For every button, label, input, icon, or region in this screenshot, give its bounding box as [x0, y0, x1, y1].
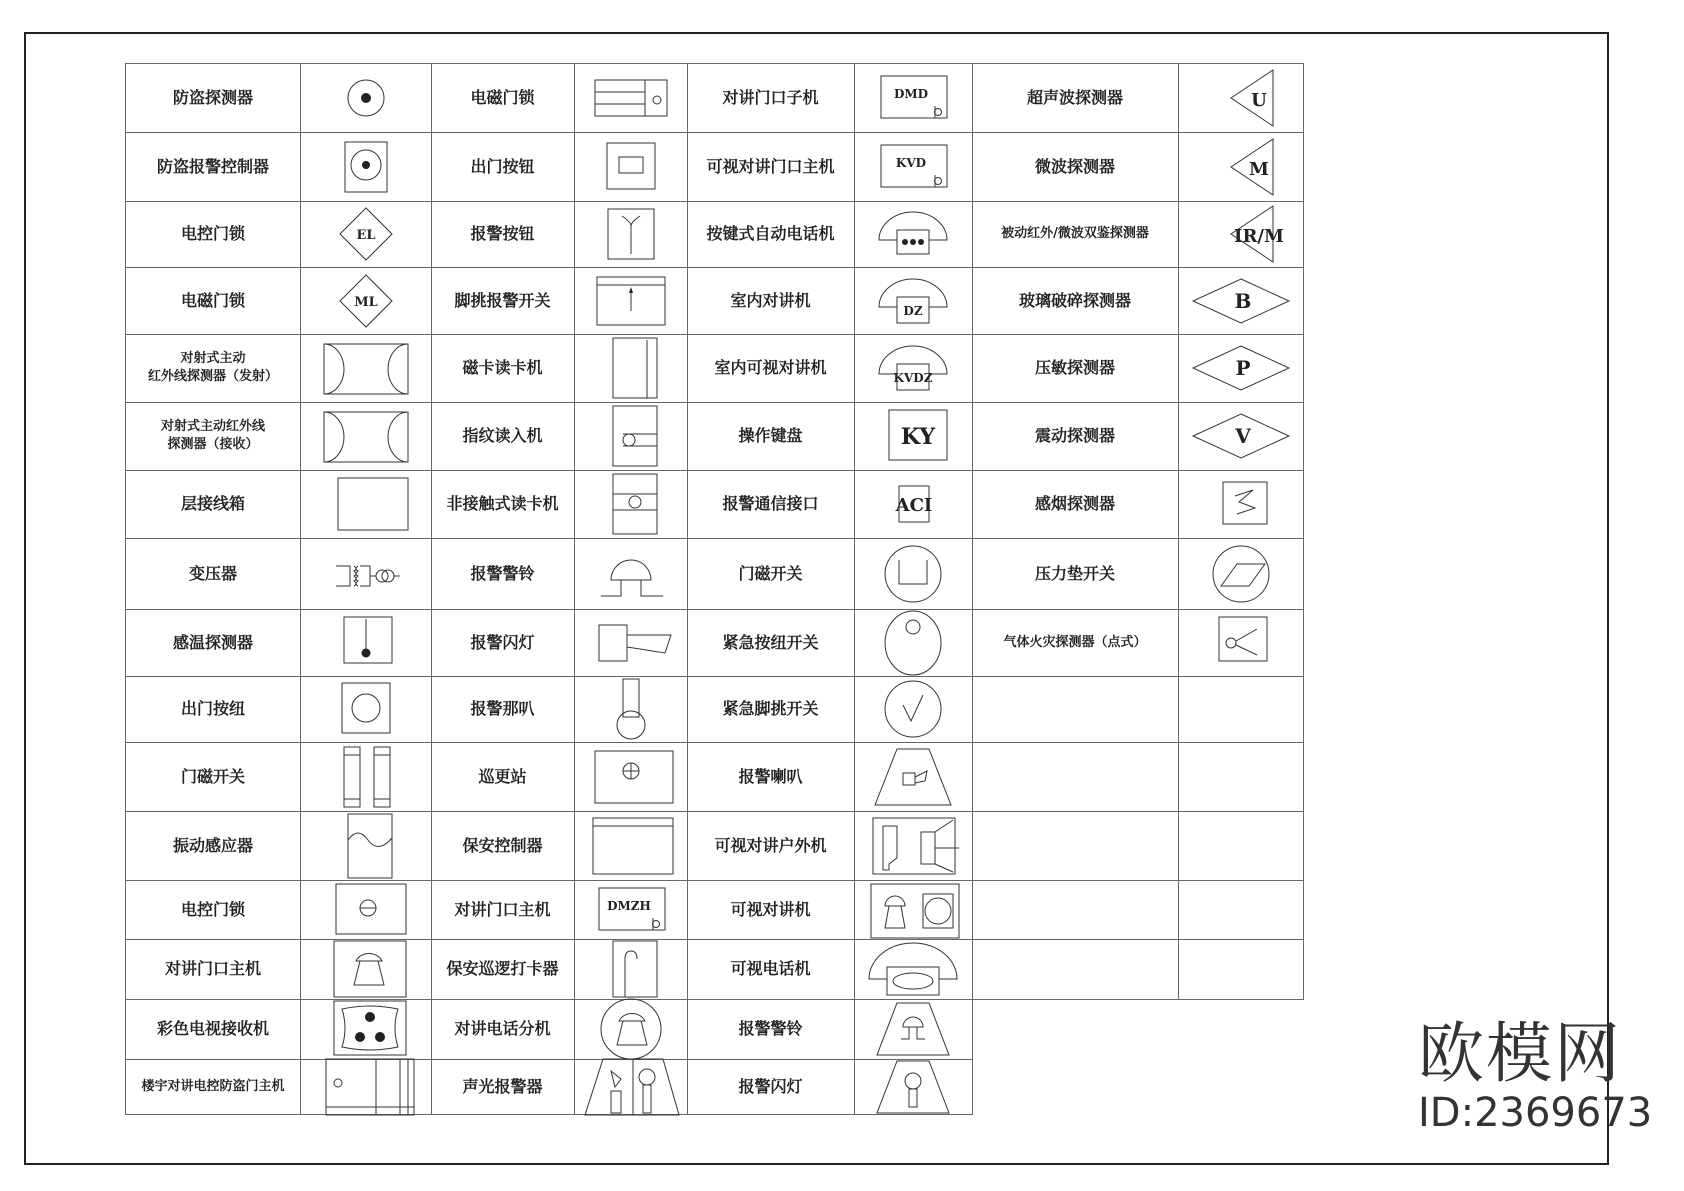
symbol-graphic-cell	[1178, 939, 1304, 1000]
two-bars-icon	[316, 747, 416, 807]
symbol-text: V	[1234, 424, 1251, 448]
bell-icon	[581, 544, 681, 604]
triangle-left-icon	[1191, 68, 1291, 128]
symbol-graphic-cell	[574, 402, 688, 471]
symbol-graphic-cell	[574, 811, 688, 881]
symbol-name-cell	[687, 201, 855, 268]
symbol-name-cell	[125, 742, 301, 812]
symbol-graphic-cell	[300, 201, 432, 268]
contactless-reader-icon	[581, 474, 681, 534]
square-circle-icon	[316, 679, 416, 739]
circle-small-circle-icon	[863, 613, 963, 673]
symbol-name-cell	[431, 811, 575, 881]
symbol-graphic-cell	[1178, 538, 1304, 610]
symbol-name: 保安巡逻打卡器	[446, 959, 559, 979]
symbol-name-cell	[972, 742, 1179, 812]
symbol-graphic-cell	[300, 880, 432, 940]
symbol-name-cell	[125, 334, 301, 403]
symbol-name-cell	[431, 880, 575, 940]
junction-box-icon	[316, 474, 416, 534]
symbol-text: DMD	[893, 87, 929, 101]
symbol-name: 对射式主动 红外线探测器（发射）	[147, 351, 278, 384]
symbol-name-cell	[431, 939, 575, 1000]
symbol-graphic-cell	[300, 999, 432, 1060]
symbol-graphic-cell	[1178, 742, 1304, 812]
symbol-graphic-cell	[574, 334, 688, 403]
symbol-graphic-cell	[300, 334, 432, 403]
symbol-name-cell	[687, 676, 855, 743]
symbol-name-cell	[687, 538, 855, 610]
diamond-icon	[316, 204, 416, 264]
trapezoid-bell-icon	[863, 999, 963, 1059]
symbol-name-cell	[431, 334, 575, 403]
symbol-name-cell	[687, 267, 855, 335]
symbol-graphic-cell	[574, 63, 688, 133]
symbol-graphic-cell	[1178, 334, 1304, 403]
symbol-graphic-cell	[854, 334, 973, 403]
symbol-name: 报警警铃	[738, 1019, 803, 1039]
symbol-name-cell	[972, 334, 1179, 403]
symbol-graphic-cell	[300, 742, 432, 812]
symbol-name: 电控门锁	[180, 224, 245, 244]
symbol-name: 出门按钮	[470, 156, 535, 176]
symbol-name: 可视电话机	[730, 959, 811, 979]
symbol-graphic-cell	[854, 267, 973, 335]
symbol-name-cell	[125, 267, 301, 335]
phone-circle-icon	[581, 999, 681, 1059]
symbol-name-cell	[431, 132, 575, 202]
symbol-name: 室内可视对讲机	[714, 358, 827, 378]
dome-dots-icon	[863, 204, 963, 264]
symbol-name: 报警闪灯	[738, 1076, 803, 1096]
symbol-name-cell	[687, 999, 855, 1060]
symbol-name: 保安控制器	[462, 835, 543, 855]
symbol-graphic-cell	[854, 609, 973, 677]
symbol-name-cell	[687, 811, 855, 881]
symbol-text: U	[1250, 90, 1267, 111]
symbol-name-cell	[687, 1059, 855, 1115]
symbol-name: 感烟探测器	[1034, 494, 1115, 514]
symbol-name: 压力垫开关	[1034, 563, 1115, 583]
symbol-name: 微波探测器	[1034, 156, 1115, 176]
symbol-graphic-cell	[854, 402, 973, 471]
symbol-name-cell	[972, 267, 1179, 335]
gas-detector-icon	[1191, 613, 1291, 673]
symbol-name-cell	[687, 880, 855, 940]
symbol-name: 紧急脚挑开关	[722, 699, 819, 719]
symbol-name-cell	[125, 132, 301, 202]
symbol-name: 气体火灾探测器（点式）	[1003, 634, 1147, 650]
symbol-name-cell	[431, 609, 575, 677]
symbol-name: 彩色电视接收机	[156, 1019, 269, 1039]
watermark-id: ID:2369673	[1418, 1090, 1653, 1136]
symbol-name-cell	[431, 402, 575, 471]
symbol-text: KVDZ	[893, 371, 933, 385]
symbol-name-cell	[972, 676, 1179, 743]
circle-u-icon	[863, 544, 963, 604]
symbol-graphic-cell	[300, 267, 432, 335]
symbol-name-cell	[972, 538, 1179, 610]
card-reader-icon	[581, 338, 681, 398]
symbol-name: 对讲门口主机	[164, 959, 261, 979]
symbol-graphic-cell	[300, 811, 432, 881]
symbol-graphic-cell	[300, 470, 432, 539]
symbol-graphic-cell	[1178, 470, 1304, 539]
symbol-name-cell	[687, 470, 855, 539]
symbol-name: 电控门锁	[180, 899, 245, 919]
symbol-name-cell	[125, 201, 301, 268]
symbol-name: 超声波探测器	[1026, 88, 1123, 108]
symbol-graphic-cell	[300, 402, 432, 471]
symbol-graphic-cell	[574, 742, 688, 812]
symbol-name-cell	[972, 132, 1179, 202]
symbol-graphic-cell	[574, 939, 688, 1000]
symbol-name: 楼宇对讲电控防盗门主机	[141, 1078, 285, 1094]
symbol-graphic-cell	[854, 538, 973, 610]
symbol-text: ML	[353, 294, 378, 310]
symbol-graphic-cell	[854, 132, 973, 202]
symbol-name-cell	[125, 63, 301, 133]
symbol-name-cell	[125, 880, 301, 940]
symbol-name: 层接线箱	[180, 494, 245, 514]
symbol-graphic-cell	[1178, 402, 1304, 471]
symbol-name: 对射式主动红外线 探测器（接收）	[160, 419, 265, 452]
symbol-name: 报警喇叭	[738, 766, 803, 786]
symbol-name: 门磁开关	[180, 766, 245, 786]
symbol-name-cell	[687, 63, 855, 133]
symbol-graphic-cell	[574, 880, 688, 940]
lock-panel-icon	[581, 68, 681, 128]
symbol-name: 可视对讲机	[730, 899, 811, 919]
symbol-name: 声光报警器	[462, 1076, 543, 1096]
video-phone-icon	[863, 939, 963, 999]
siren-icon	[581, 679, 681, 739]
symbol-graphic-cell	[1178, 811, 1304, 881]
symbol-text: P	[1234, 356, 1251, 380]
symbol-name-cell	[125, 470, 301, 539]
symbol-name-cell	[687, 402, 855, 471]
symbol-name: 电磁门锁	[470, 88, 535, 108]
symbol-name: 指纹读入机	[462, 426, 543, 446]
symbol-text: IR/M	[1233, 226, 1284, 247]
symbol-graphic-cell	[574, 538, 688, 610]
symbol-name-cell	[125, 402, 301, 471]
symbol-name: 玻璃破碎探测器	[1018, 290, 1131, 310]
symbol-name-cell	[431, 742, 575, 812]
symbol-graphic-cell	[1178, 132, 1304, 202]
symbol-name-cell	[972, 402, 1179, 471]
symbol-graphic-cell	[1178, 880, 1304, 940]
ir-beam-icon	[316, 338, 416, 398]
controller-box-icon	[581, 816, 681, 876]
trapezoid-speaker-icon	[863, 747, 963, 807]
symbol-name: 室内对讲机	[730, 290, 811, 310]
symbol-name: 对讲门口子机	[722, 88, 819, 108]
aci-box-icon	[863, 474, 963, 534]
square-circle-dot-icon	[316, 137, 416, 197]
fingerprint-reader-icon	[581, 406, 681, 466]
symbol-graphic-cell	[1178, 63, 1304, 133]
symbol-name: 感温探测器	[172, 632, 253, 652]
symbol-graphic-cell	[854, 1059, 973, 1115]
symbol-name: 被动红外/微波双鉴探测器	[1001, 226, 1149, 242]
symbol-name: 振动感应器	[172, 835, 253, 855]
symbol-graphic-cell	[574, 132, 688, 202]
phone-box-icon	[316, 939, 416, 999]
building-host-icon	[316, 1057, 416, 1117]
diamond-icon	[316, 271, 416, 331]
symbol-name: 对讲电话分机	[454, 1019, 551, 1039]
symbol-name-cell	[125, 939, 301, 1000]
symbol-name-cell	[431, 201, 575, 268]
symbol-text: KVD	[895, 155, 927, 170]
symbol-name-cell	[972, 880, 1179, 940]
symbol-graphic-cell	[1178, 201, 1304, 268]
symbol-graphic-cell	[574, 470, 688, 539]
circle-dot-icon	[316, 68, 416, 128]
symbol-name-cell	[125, 811, 301, 881]
symbol-graphic-cell	[1178, 267, 1304, 335]
crosshair-box-icon	[581, 747, 681, 807]
symbol-text: M	[1248, 158, 1269, 180]
sound-light-alarm-icon	[581, 1057, 681, 1117]
dome-box-icon	[863, 271, 963, 331]
watermark	[1418, 1015, 1653, 1136]
wide-diamond-icon	[1191, 406, 1291, 466]
symbol-graphic-cell	[300, 676, 432, 743]
symbol-graphic-cell	[854, 939, 973, 1000]
symbol-name: 防盗探测器	[172, 88, 253, 108]
symbol-name-cell	[972, 939, 1179, 1000]
symbol-name-cell	[125, 609, 301, 677]
tv-icon	[316, 999, 416, 1059]
dome-box-icon	[863, 338, 963, 398]
symbol-name-cell	[972, 63, 1179, 133]
symbol-graphic-cell	[854, 676, 973, 743]
symbol-name: 巡更站	[478, 766, 527, 786]
ir-beam-icon	[316, 406, 416, 466]
symbol-graphic-cell	[854, 201, 973, 268]
symbol-graphic-cell	[574, 267, 688, 335]
symbol-name: 非接触式读卡机	[446, 494, 559, 514]
triangle-left-icon	[1191, 204, 1291, 264]
heat-detector-icon	[316, 613, 416, 673]
circle-parallelogram-icon	[1191, 544, 1291, 604]
symbol-name: 震动探测器	[1034, 426, 1115, 446]
watermark-brand: 欧模网	[1418, 1015, 1622, 1092]
symbol-name: 按键式自动电话机	[706, 224, 835, 244]
symbol-name: 防盗报警控制器	[156, 156, 269, 176]
symbol-name: 操作键盘	[738, 426, 803, 446]
symbol-name-cell	[431, 676, 575, 743]
symbol-graphic-cell	[1178, 609, 1304, 677]
symbol-name-cell	[687, 132, 855, 202]
circle-minus-box-icon	[316, 880, 416, 940]
symbol-graphic-cell	[574, 676, 688, 743]
smoke-detector-icon	[1191, 474, 1291, 534]
symbol-name: 电磁门锁	[180, 290, 245, 310]
symbol-name: 变压器	[188, 563, 237, 583]
symbol-name-cell	[125, 538, 301, 610]
outdoor-unit-icon	[863, 816, 963, 876]
symbol-name-cell	[431, 1059, 575, 1115]
square-y-icon	[581, 204, 681, 264]
symbol-graphic-cell	[300, 132, 432, 202]
intercom-box-icon	[581, 880, 681, 940]
circle-check-icon	[863, 679, 963, 739]
trapezoid-lamp-icon	[863, 1057, 963, 1117]
symbol-graphic-cell	[854, 742, 973, 812]
symbol-text: DZ	[903, 303, 923, 318]
symbol-graphic-cell	[574, 999, 688, 1060]
symbol-name-cell	[431, 63, 575, 133]
symbol-name-cell	[972, 609, 1179, 677]
square-rect-icon	[581, 137, 681, 197]
symbol-name: 报警通信接口	[722, 494, 819, 514]
hook-box-icon	[581, 939, 681, 999]
wide-diamond-icon	[1191, 338, 1291, 398]
symbol-name-cell	[687, 742, 855, 812]
symbol-name-cell	[972, 470, 1179, 539]
symbol-name: 出门按纽	[180, 699, 245, 719]
symbol-text: B	[1234, 288, 1251, 313]
symbol-graphic-cell	[854, 999, 973, 1060]
symbol-name-cell	[972, 201, 1179, 268]
transformer-icon	[316, 544, 416, 604]
symbol-graphic-cell	[300, 538, 432, 610]
symbol-graphic-cell	[854, 811, 973, 881]
symbol-name-cell	[431, 470, 575, 539]
symbol-name-cell	[125, 999, 301, 1060]
symbol-name: 门磁开关	[738, 563, 803, 583]
symbol-text: ACI	[895, 495, 933, 516]
symbol-graphic-cell	[300, 63, 432, 133]
symbol-name: 对讲门口主机	[454, 899, 551, 919]
symbol-name: 报警按钮	[470, 224, 535, 244]
wide-diamond-icon	[1191, 271, 1291, 331]
foot-switch-icon	[581, 271, 681, 331]
symbol-graphic-cell	[574, 1059, 688, 1115]
symbol-name: 可视对讲门口主机	[706, 156, 835, 176]
symbol-text: KY	[900, 424, 936, 450]
symbol-name: 报警闪灯	[470, 632, 535, 652]
symbol-name-cell	[431, 267, 575, 335]
symbol-text: DMZH	[606, 898, 651, 913]
symbol-name-cell	[125, 676, 301, 743]
flash-light-icon	[581, 613, 681, 673]
symbol-name-cell	[687, 334, 855, 403]
symbol-name-cell	[431, 999, 575, 1060]
symbol-name-cell	[687, 609, 855, 677]
symbol-graphic-cell	[574, 609, 688, 677]
symbol-name-cell	[125, 1059, 301, 1115]
wave-box-icon	[316, 816, 416, 876]
symbol-text: EL	[355, 228, 376, 243]
symbol-graphic-cell	[574, 201, 688, 268]
symbol-graphic-cell	[854, 470, 973, 539]
symbol-graphic-cell	[854, 880, 973, 940]
symbol-graphic-cell	[300, 1059, 432, 1115]
symbol-name: 脚挑报警开关	[454, 290, 551, 310]
video-intercom-icon	[863, 880, 963, 940]
key-box-icon	[863, 406, 963, 466]
symbol-name: 磁卡读卡机	[462, 358, 543, 378]
symbol-name: 压敏探测器	[1034, 358, 1115, 378]
symbol-name: 报警那叭	[470, 699, 535, 719]
symbol-graphic-cell	[300, 609, 432, 677]
triangle-left-icon	[1191, 137, 1291, 197]
symbol-name: 紧急按纽开关	[722, 632, 819, 652]
symbol-graphic-cell	[300, 939, 432, 1000]
symbol-graphic-cell	[1178, 676, 1304, 743]
intercom-box-icon	[863, 137, 963, 197]
symbol-name: 可视对讲户外机	[714, 835, 827, 855]
symbol-name-cell	[972, 811, 1179, 881]
symbol-name-cell	[431, 538, 575, 610]
symbol-name-cell	[687, 939, 855, 1000]
symbol-name: 报警警铃	[470, 563, 535, 583]
symbol-graphic-cell	[854, 63, 973, 133]
intercom-box-icon	[863, 68, 963, 128]
